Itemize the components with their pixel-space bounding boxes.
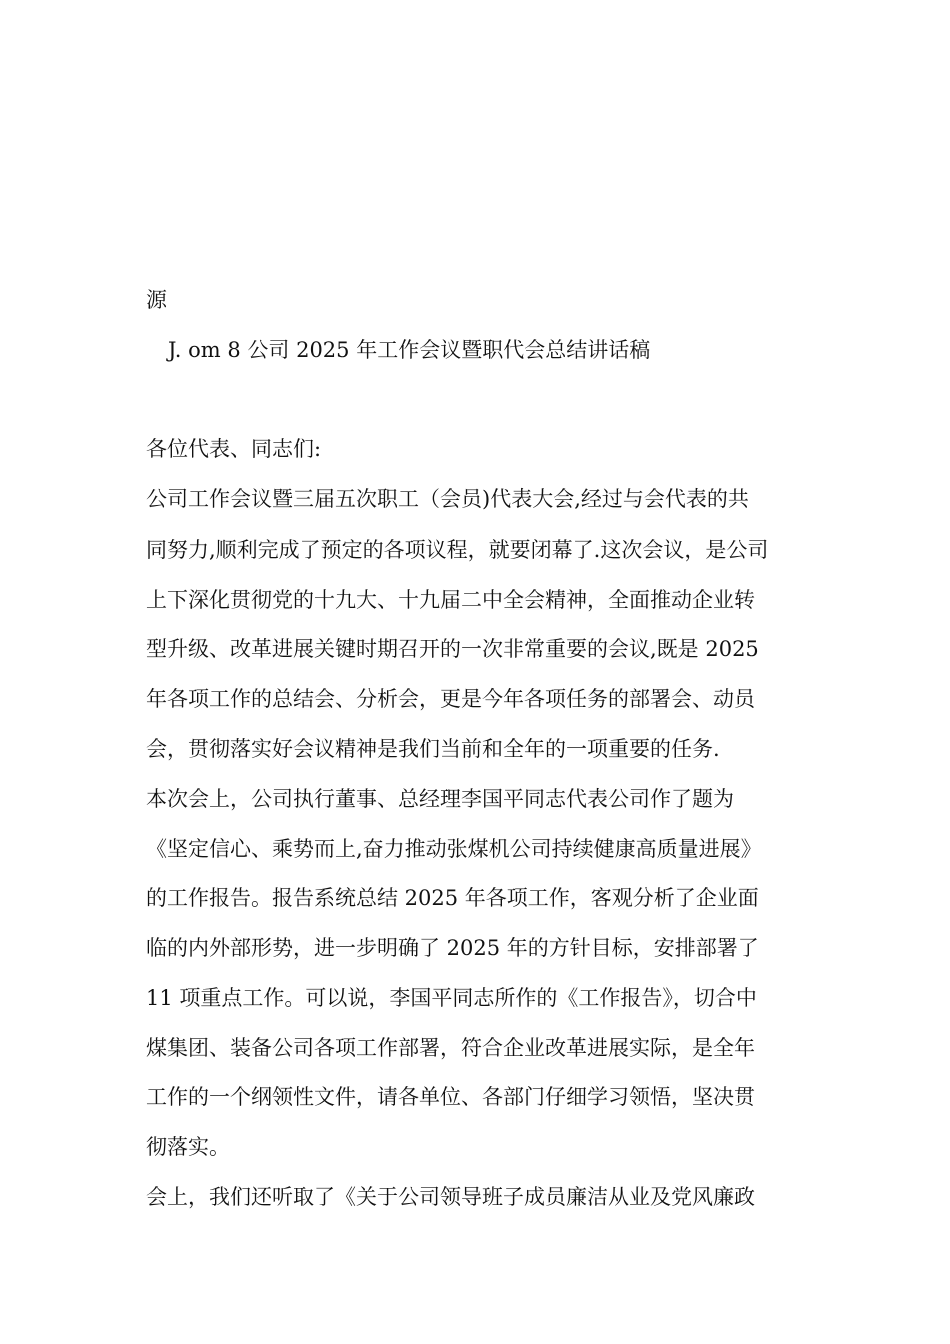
body-line: 彻落实。: [146, 1135, 230, 1159]
salutation: 各位代表、同志们:: [146, 437, 322, 461]
body-line: 同努力,顺利完成了预定的各项议程，就要闭幕了.这次会议，是公司: [146, 538, 769, 562]
body-line: 临的内外部形势，进一步明确了 2025 年的方针目标，安排部署了: [146, 936, 759, 960]
source-character: 源: [146, 288, 167, 312]
body-line: 工作的一个纲领性文件，请各单位、各部门仔细学习领悟，坚决贯: [146, 1085, 755, 1109]
body-line: 会上，我们还听取了《关于公司领导班子成员廉洁从业及党风廉政: [146, 1185, 755, 1209]
body-line: 型升级、改革进展关键时期召开的一次非常重要的会议,既是 2025: [146, 637, 759, 661]
body-line: 《坚定信心、乘势而上,奋力推动张煤机公司持续健康高质量进展》: [146, 837, 762, 861]
body-line: 公司工作会议暨三届五次职工（会员)代表大会,经过与会代表的共: [146, 487, 749, 511]
body-line: 煤集团、装备公司各项工作部署，符合企业改革进展实际，是全年: [146, 1036, 755, 1060]
document-title: J. om 8 公司 2025 年工作会议暨职代会总结讲话稿: [168, 338, 651, 362]
body-line: 的工作报告。报告系统总结 2025 年各项工作，客观分析了企业面: [146, 886, 759, 910]
body-line: 会，贯彻落实好会议精神是我们当前和全年的一项重要的任务.: [146, 737, 720, 761]
body-line: 年各项工作的总结会、分析会，更是今年各项任务的部署会、动员: [146, 687, 755, 711]
body-line: 本次会上，公司执行董事、总经理李国平同志代表公司作了题为: [146, 787, 734, 811]
body-line: 11 项重点工作。可以说，李国平同志所作的《工作报告》，切合中: [146, 986, 757, 1010]
body-line: 上下深化贯彻党的十九大、十九届二中全会精神，全面推动企业转: [146, 588, 755, 612]
